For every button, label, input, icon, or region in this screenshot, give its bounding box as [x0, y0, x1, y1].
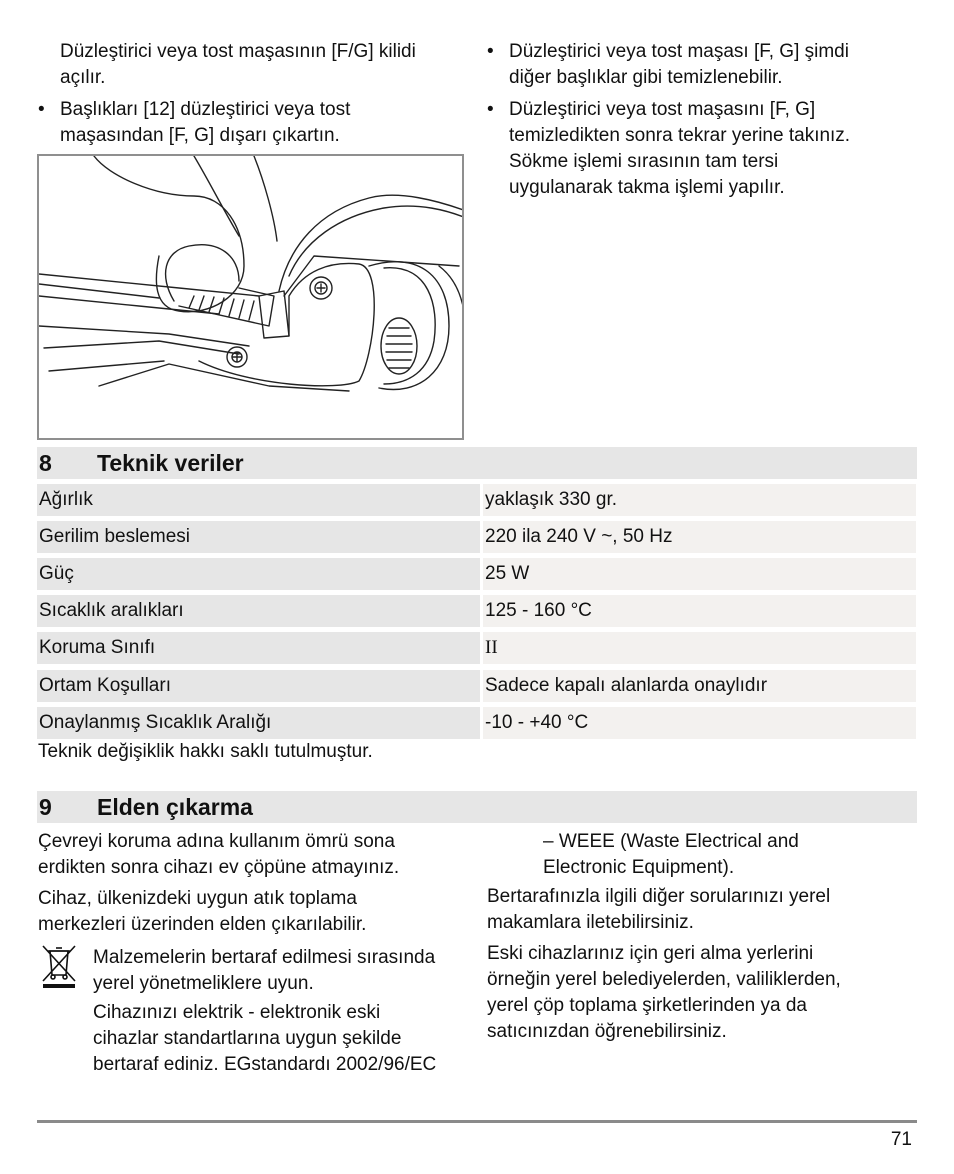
bullet-dot: • — [487, 99, 494, 120]
disposal-text-line: yerel yönetmeliklere uyun. — [93, 973, 314, 994]
row-label: Ortam Koşulları — [37, 670, 480, 702]
disposal-text-line: makamlara iletebilirsiniz. — [487, 912, 694, 933]
row-label: Onaylanmış Sıcaklık Aralığı — [37, 707, 480, 739]
row-value: 220 ila 240 V ~, 50 Hz — [483, 521, 916, 553]
row-value: yaklaşık 330 gr. — [483, 484, 916, 516]
row-label: Ağırlık — [37, 484, 480, 516]
bullet-dot: • — [487, 41, 494, 62]
bullet-line: diğer başlıklar gibi temizlenebilir. — [509, 67, 783, 88]
bullet-line: temizledikten sonra tekrar yerine takınız. — [509, 125, 851, 146]
section-title: Teknik veriler — [97, 450, 244, 476]
row-label: Sıcaklık aralıkları — [37, 595, 480, 627]
disposal-text-line: Çevreyi koruma adına kullanım ömrü sona — [38, 831, 395, 852]
disposal-text-line: merkezleri üzerinden elden çıkarılabilir. — [38, 914, 367, 935]
disposal-text-line: Cihazınızı elektrik - elektronik eski — [93, 1002, 381, 1023]
row-label: Koruma Sınıfı — [37, 632, 480, 664]
row-label: Güç — [37, 558, 480, 590]
row-value: -10 - +40 °C — [483, 707, 916, 739]
bullet-line: Düzleştirici veya tost maşası [F, G] şimdi — [509, 41, 849, 62]
row-value: 25 W — [483, 558, 916, 590]
row-value: II — [483, 632, 916, 664]
disposal-text-line: Electronic Equipment). — [543, 857, 735, 878]
hand-removing-straightener-plate-illustration — [37, 154, 464, 440]
section-number: 8 — [39, 450, 52, 476]
section-9-heading — [37, 791, 917, 823]
disposal-text-line: Eski cihazlarınız için geri alma yerlerini — [487, 943, 814, 964]
disposal-text-line: yerel çöp toplama şirketlerinden ya da — [487, 995, 808, 1016]
row-value: 125 - 160 °C — [483, 595, 916, 627]
disposal-text-line: Cihaz, ülkenizdeki uygun atık toplama — [38, 888, 357, 909]
disposal-text-line: Bertarafınızla ilgili diğer sorularınızı yerel — [487, 886, 831, 907]
disposal-text-line: bertaraf ediniz. EGstandardı 2002/96/EC — [93, 1054, 437, 1075]
section-title: Elden çıkarma — [97, 794, 253, 820]
continuation-line-2: açılır. — [60, 67, 106, 88]
row-label: Gerilim beslemesi — [37, 521, 480, 553]
disposal-text-line: örneğin yerel belediyelerden, valiliklerden, — [487, 969, 841, 990]
section-number: 9 — [39, 794, 52, 820]
bullet-line: Sökme işlemi sırasının tam tersi — [509, 151, 779, 172]
section-8-heading — [37, 447, 917, 479]
bullet-line: maşasından [F, G] dışarı çıkartın. — [60, 125, 340, 146]
technical-change-note: Teknik değişiklik hakkı saklı tutulmuştur. — [38, 741, 373, 762]
disposal-text-line: – WEEE (Waste Electrical and — [543, 831, 799, 852]
crossed-out-wheelie-bin-icon — [40, 943, 78, 989]
row-value: Sadece kapalı alanlarda onaylıdır — [483, 670, 916, 702]
bullet-line: uygulanarak takma işlemi yapılır. — [509, 177, 785, 198]
disposal-text-line: satıcınızdan öğrenebilirsiniz. — [487, 1021, 727, 1042]
disposal-text-line: cihazlar standartlarına uygun şekilde — [93, 1028, 402, 1049]
disposal-text-line: Malzemelerin bertaraf edilmesi sırasında — [93, 947, 436, 968]
continuation-line-1: Düzleştirici veya tost maşasının [F/G] kilidi — [60, 41, 416, 62]
bullet-line: Başlıkları [12] düzleştirici veya tost — [60, 99, 351, 120]
bullet-dot: • — [38, 99, 45, 120]
page-number: 71 — [890, 1129, 912, 1150]
bullet-line: Düzleştirici veya tost maşasını [F, G] — [509, 99, 816, 120]
disposal-text-line: erdikten sonra cihazı ev çöpüne atmayınız. — [38, 857, 400, 878]
footer-rule — [37, 1120, 917, 1123]
